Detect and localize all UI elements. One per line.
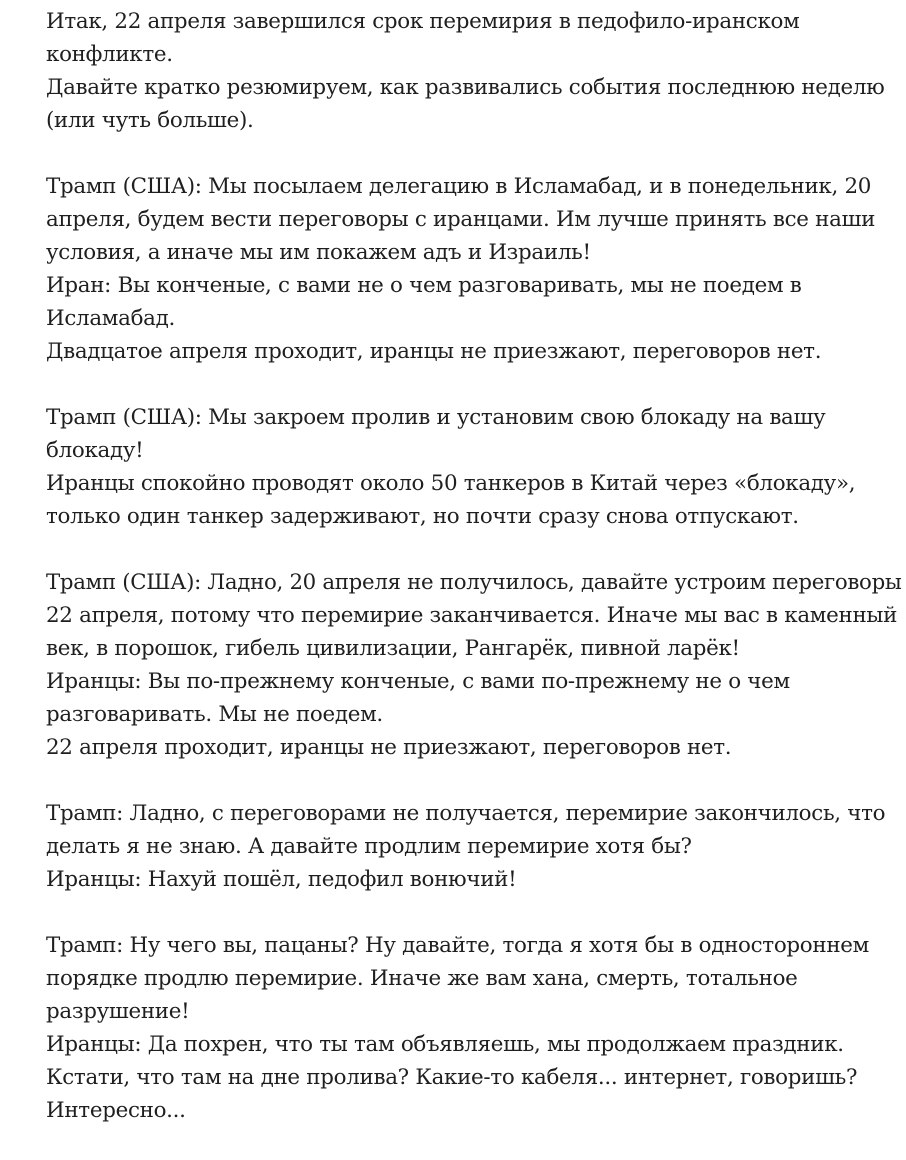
text-line: век, в порошок, гибель цивилизации, Рангарёк, пивной ларёк!: [46, 636, 740, 661]
text-line: Трамп: Ну чего вы, пацаны? Ну давайте, тогда я хотя бы в одностороннем: [46, 933, 869, 958]
paragraph-delegation: [46, 170, 902, 368]
text-line: Итак, 22 апреля завершился срок перемирия в педофило-иранском: [46, 9, 800, 34]
text-line: только один танкер задерживают, но почти сразу снова отпускают.: [46, 504, 799, 529]
text-line: Иранцы: Нахуй пошёл, педофил вонючий!: [46, 867, 517, 892]
paragraph-extension: [46, 797, 902, 896]
text-line: 22 апреля проходит, иранцы не приезжают, переговоров нет.: [46, 735, 732, 760]
text-line: Иранцы: Да похрен, что ты там объявляешь, мы продолжаем праздник.: [46, 1032, 844, 1057]
text-line: Исламабад.: [46, 306, 175, 331]
text-line: конфликте.: [46, 42, 173, 67]
text-line: разговаривать. Мы не поедем.: [46, 702, 383, 727]
text-line: блокаду!: [46, 438, 144, 463]
text-line: Иран: Вы конченые, с вами не о чем разговаривать, мы не поедем в: [46, 273, 802, 298]
text-line: Иранцы: Вы по-прежнему конченые, с вами по-прежнему не о чем: [46, 669, 790, 694]
text-line: Давайте кратко резюмируем, как развивались события последнюю неделю: [46, 75, 885, 100]
paragraph-unilateral: [46, 929, 902, 1127]
text-line: порядке продлю перемирие. Иначе же вам хана, смерть, тотальное: [46, 966, 798, 991]
text-line: Трамп (США): Мы посылаем делегацию в Исламабад, и в понедельник, 20: [46, 174, 872, 199]
paragraph-blockade: [46, 401, 902, 533]
text-line: (или чуть больше).: [46, 108, 254, 133]
paragraph-intro: [46, 5, 902, 137]
text-line: Трамп (США): Ладно, 20 апреля не получилось, давайте устроим переговоры: [46, 570, 902, 595]
text-line: условия, а иначе мы им покажем адъ и Израиль!: [46, 240, 591, 265]
text-line: Интересно...: [46, 1098, 186, 1123]
paragraph-april-22: [46, 566, 902, 764]
text-line: 22 апреля, потому что перемирие заканчивается. Иначе мы вас в каменный: [46, 603, 898, 628]
text-line: делать я не знаю. А давайте продлим перемирие хотя бы?: [46, 834, 692, 859]
text-line: апреля, будем вести переговоры с иранцами. Им лучше принять все наши: [46, 207, 876, 232]
text-line: Иранцы спокойно проводят около 50 танкеров в Китай через «блокаду»,: [46, 471, 856, 496]
text-line: Трамп (США): Мы закроем пролив и установим свою блокаду на вашу: [46, 405, 826, 430]
text-line: Трамп: Ладно, с переговорами не получается, перемирие закончилось, что: [46, 801, 886, 826]
text-line: разрушение!: [46, 999, 190, 1024]
post-body: [46, 5, 902, 1160]
text-line: Кстати, что там на дне пролива? Какие-то кабеля... интернет, говоришь?: [46, 1065, 858, 1090]
text-line: Двадцатое апреля проходит, иранцы не приезжают, переговоров нет.: [46, 339, 822, 364]
